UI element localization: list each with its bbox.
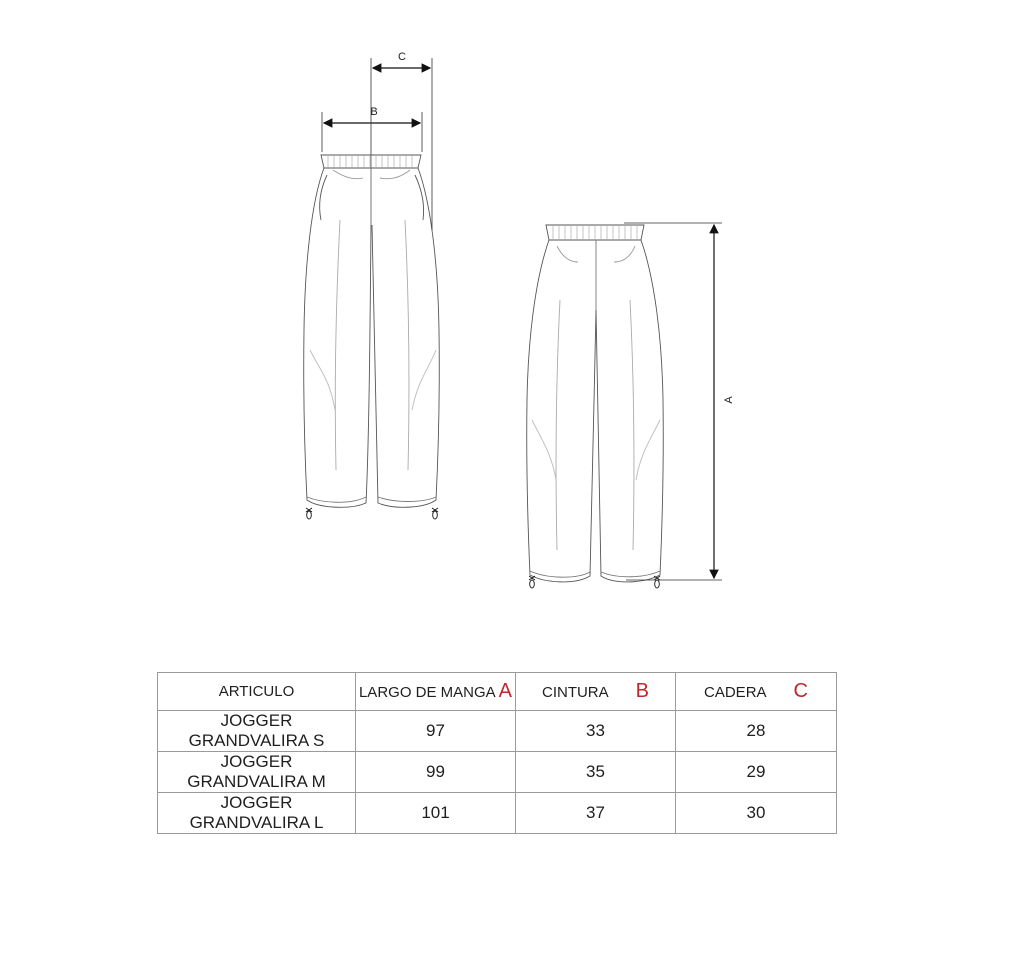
header-articulo-label: ARTICULO: [218, 683, 295, 700]
dimension-b: [322, 106, 422, 152]
cell-cadera: 30: [676, 793, 837, 834]
cell-articulo: JOGGER GRANDVALIRA S: [158, 711, 356, 752]
front-view-pants: [304, 155, 440, 519]
size-chart-table: [157, 672, 837, 834]
cell-cintura: 37: [516, 793, 676, 834]
header-largo-letter: A: [498, 680, 513, 702]
table-row: [158, 752, 837, 793]
cell-cadera: 29: [676, 752, 837, 793]
cell-articulo: JOGGER GRANDVALIRA L: [158, 793, 356, 834]
header-articulo: [158, 673, 356, 711]
cell-cintura: 33: [516, 711, 676, 752]
header-cadera: [676, 673, 837, 711]
dimension-c-label: C: [398, 51, 406, 63]
dimension-b-label: B: [370, 106, 378, 118]
header-cadera-label: CADERA: [704, 684, 767, 701]
header-cintura: [516, 673, 676, 711]
header-cadera-letter: C: [793, 680, 808, 702]
header-largo-label: LARGO DE MANGA: [358, 684, 496, 701]
cell-articulo: JOGGER GRANDVALIRA M: [158, 752, 356, 793]
header-cintura-letter: B: [635, 680, 649, 702]
header-cintura-label: CINTURA: [541, 684, 609, 701]
cell-largo: 101: [356, 793, 516, 834]
table-header-row: [158, 673, 837, 711]
table-row: [158, 711, 837, 752]
back-view-pants: [527, 225, 664, 588]
dimension-a-label: A: [723, 396, 735, 404]
header-largo-de-manga: [356, 673, 516, 711]
table-row: [158, 793, 837, 834]
cell-cintura: 35: [516, 752, 676, 793]
back-waistband: [546, 225, 644, 240]
cell-cadera: 28: [676, 711, 837, 752]
dimension-a: [624, 223, 735, 580]
cell-largo: 97: [356, 711, 516, 752]
cell-largo: 99: [356, 752, 516, 793]
